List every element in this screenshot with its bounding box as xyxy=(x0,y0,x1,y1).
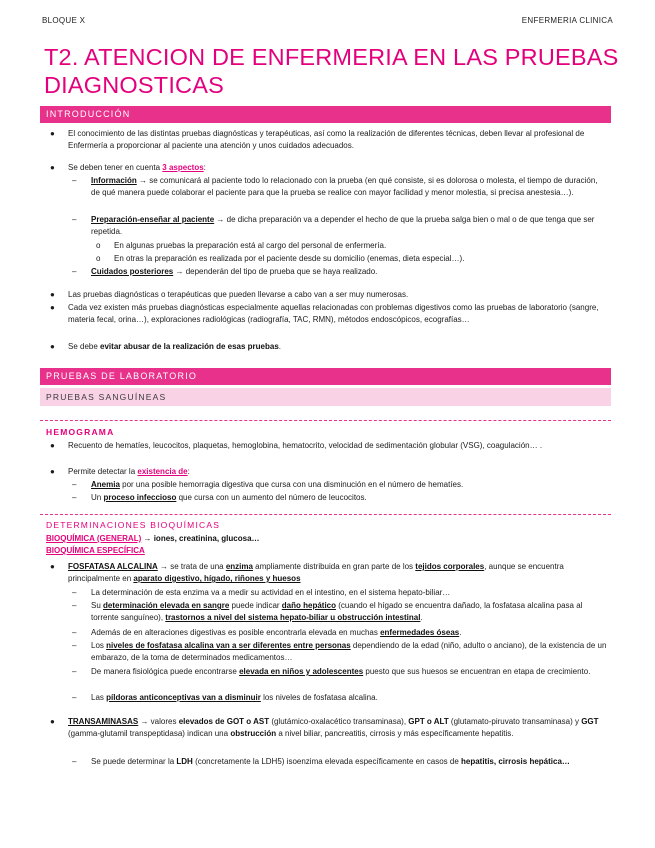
bullet-marker: ● xyxy=(50,467,55,476)
fosfatasa-sub-6: Las píldoras anticonceptivas van a disminuir los niveles de fosfatasa alcalina. xyxy=(91,693,378,702)
fosfatasa-sub-3: Además de en alteraciones digestivas es posible encontrarla elevada en muchas enfermedades óseas. xyxy=(91,628,462,637)
bullet-marker: ● xyxy=(50,163,55,172)
bullet-marker: ● xyxy=(50,129,55,138)
bullet-marker: ● xyxy=(50,342,55,351)
bullet-marker: ● xyxy=(50,303,55,312)
info-item: Información → se comunicará al paciente todo lo relacionado con la prueba (en qué consiste, si es dolorosa o molesta, el tiempo de duración, de qué manera puede colaborar el paciente para que la prueba se realice con mayor facilidad y menor molestia, si precisa anestesia…). xyxy=(91,176,598,197)
prep-subitem-1: En algunas pruebas la preparación está al cargo del personal de enfermería. xyxy=(114,241,387,250)
anemia-item: Anemia por una posible hemorragia digestiva que cursa con una disminución en el número de hematíes. xyxy=(91,480,464,489)
fosfatasa-sub-4: Los niveles de fosfatasa alcalina van a ser diferentes entre personas dependiendo de la edad (niño, adulto o anciano), de la existencia de un embarazo, de la toma de determinados medicamentos… xyxy=(91,641,607,662)
dash-marker: – xyxy=(72,667,77,676)
intro-paragraph-1: El conocimiento de las distintas pruebas diagnósticas y terapéuticas, así como la realización de diferentes técnicas, deben llevar al profesional de Enfermería a proporcionar al paciente una atención y unos cuidados adecuados. xyxy=(68,129,585,150)
transaminasas-sub-1: Se puede determinar la LDH (concretamente la LDH5) isoenzima elevada específicamente en casos de hepatitis, cirrosis hepática… xyxy=(91,757,570,766)
header-right: ENFERMERIA CLINICA xyxy=(521,16,613,25)
intro-heading-bar: INTRODUCCIÓN xyxy=(40,106,611,123)
fosfatasa-item: FOSFATASA ALCALINA → se trata de una enzima ampliamente distribuida en gran parte de los tejidos corporales, aunque se encuentra principalmente en aparato digestivo, hígado, riñones y huesos xyxy=(68,562,564,583)
prep-item: Preparación-enseñar al paciente → de dicha preparación va a depender el hecho de que la prueba salga bien o mal o de que tenga que ser repetida. xyxy=(91,215,595,236)
dash-marker: – xyxy=(72,628,77,637)
dash-marker: – xyxy=(72,601,77,610)
intro-paragraph-5: Se debe evitar abusar de la realización de esas pruebas. xyxy=(68,342,282,351)
dash-marker: – xyxy=(72,215,77,224)
fosfatasa-sub-2: Su determinación elevada en sangre puede indicar daño hepático (cuando el hígado se encuentra dañado, la fosfatasa alcalina pasa al torrente sanguíneo), trastornos a nivel del sistema hepato-biliar u obstrucción intestinal. xyxy=(91,601,583,622)
bullet-marker: ● xyxy=(50,290,55,299)
fosfatasa-sub-1: La determinación de esta enzima va a medir su actividad en el intestino, en el sistema hepato-biliar… xyxy=(91,588,451,597)
lab-heading-bar: PRUEBAS DE LABORATORIO xyxy=(40,368,611,385)
bullet-marker: ● xyxy=(50,717,55,726)
circle-marker: o xyxy=(96,254,101,263)
blood-tests-subheading: PRUEBAS SANGUÍNEAS xyxy=(40,388,611,406)
care-item: Cuidados posteriores → dependerán del tipo de prueba que se haya realizado. xyxy=(91,267,378,276)
dash-marker: – xyxy=(72,176,77,185)
bullet-marker: ● xyxy=(50,562,55,571)
intro-paragraph-4: Cada vez existen más pruebas diagnósticas especialmente aquellas relacionadas con problemas digestivos como las pruebas de laboratorio (sangre, materia fecal, orina…), exploraciones radiológicas (radiografía, TAC, RMN), métodos endoscópicos, ecografías… xyxy=(68,303,599,324)
hemograma-heading: HEMOGRAMA xyxy=(46,427,115,437)
aspects-highlight: 3 aspectos xyxy=(162,163,204,172)
hemograma-paragraph-2: Permite detectar la existencia de: xyxy=(68,467,190,476)
hemograma-paragraph-1: Recuento de hematíes, leucocitos, plaquetas, hemoglobina, hematocrito, velocidad de sedimentación globular (VSG), coagulación… . xyxy=(68,441,543,450)
bioq-especifica: BIOQUÍMICA ESPECÍFICA xyxy=(46,546,145,555)
intro-paragraph-3: Las pruebas diagnósticas o terapéuticas que pueden llevarse a cabo van a ser muy numerosas. xyxy=(68,290,409,299)
header-left: BLOQUE X xyxy=(42,16,86,25)
dash-marker: – xyxy=(72,757,77,766)
transaminasas-item: TRANSAMINASAS → valores elevados de GOT o AST (glutámico-oxalacético transaminasa), GPT o ALT (glutamato-piruvato transaminasa) y GGT (gamma-glutamil transpeptidasa) indican una obstrucción a nivel biliar, pancreatitis, cirrosis y más específicamente hepatitis. xyxy=(68,717,599,738)
circle-marker: o xyxy=(96,241,101,250)
bullet-marker: ● xyxy=(50,441,55,450)
infection-item: Un proceso infeccioso que cursa con un aumento del número de leucocitos. xyxy=(91,493,367,502)
section-divider xyxy=(40,514,611,515)
dash-marker: – xyxy=(72,267,77,276)
dash-marker: – xyxy=(72,588,77,597)
existence-highlight: existencia de xyxy=(137,467,188,476)
prep-subitem-2: En otras la preparación es realizada por el paciente desde su domicilio (enemas, dieta especial…). xyxy=(114,254,465,263)
section-divider xyxy=(40,420,611,421)
dash-marker: – xyxy=(72,641,77,650)
bioq-general: BIOQUÍMICA (GENERAL) → iones, creatinina, glucosa… xyxy=(46,534,260,543)
dash-marker: – xyxy=(72,493,77,502)
bioq-heading: DETERMINACIONES BIOQUÍMICAS xyxy=(46,520,221,530)
intro-paragraph-2: Se deben tener en cuenta 3 aspectos: xyxy=(68,163,206,172)
dash-marker: – xyxy=(72,480,77,489)
fosfatasa-sub-5: De manera fisiológica puede encontrarse elevada en niños y adolescentes puesto que sus huesos se encuentran en etapa de crecimiento. xyxy=(91,667,591,676)
page-title: T2. ATENCION DE ENFERMERIA EN LAS PRUEBAS DIAGNOSTICAS xyxy=(44,44,619,98)
dash-marker: – xyxy=(72,693,77,702)
